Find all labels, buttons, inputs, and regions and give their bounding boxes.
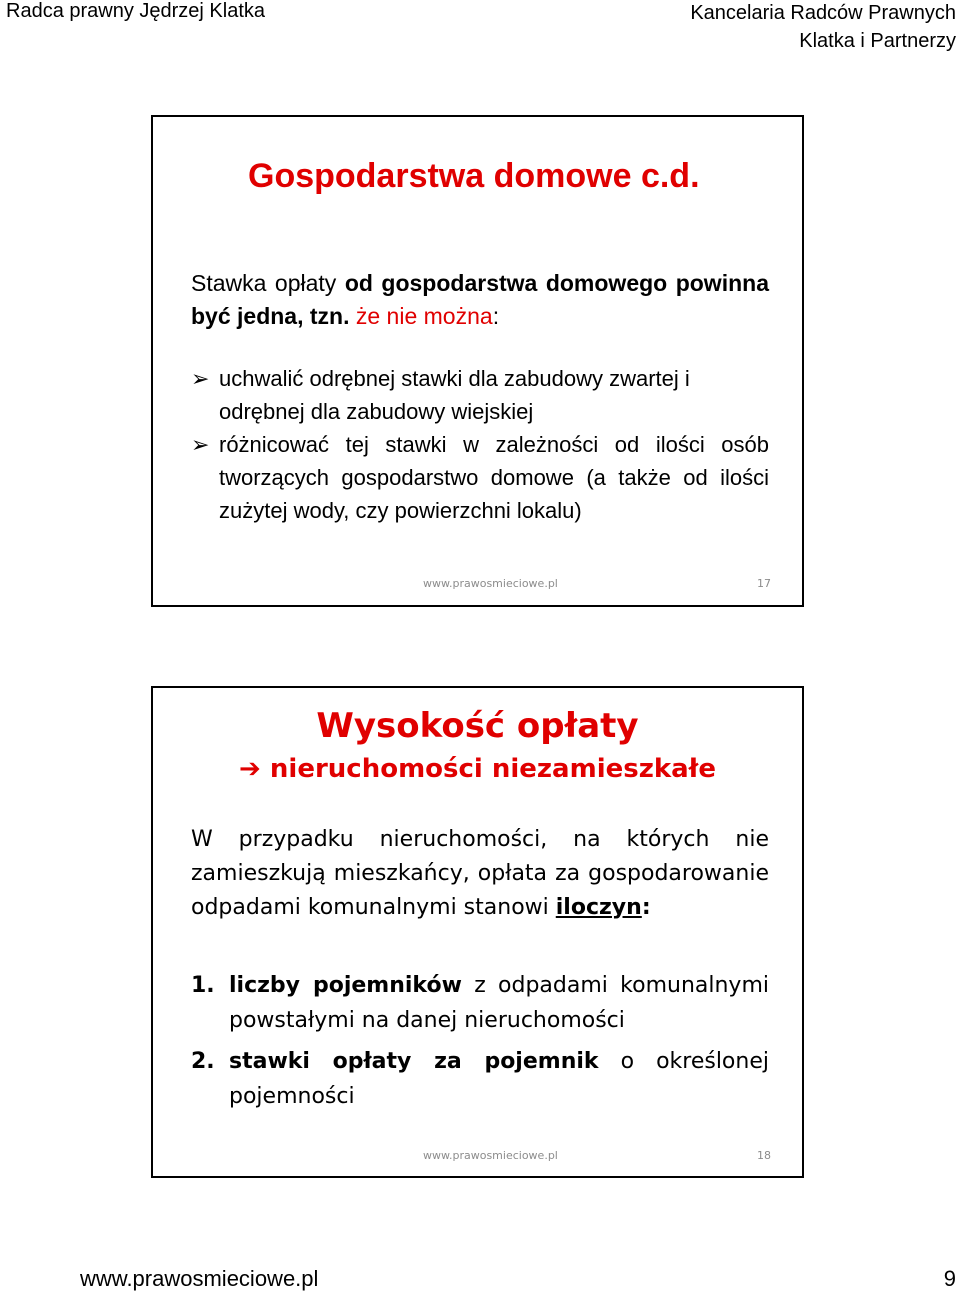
header-firm: [690, 0, 956, 55]
slide-footer-url: www.prawosmieciowe.pl: [423, 577, 558, 590]
intro-bold-text: od gospodarstwa domowego powinna być jedna, tzn.: [191, 270, 769, 329]
intro-underlined-text: iloczyn: [555, 895, 642, 920]
slide-title: Wysokość opłaty: [316, 706, 639, 746]
slide-number: 18: [757, 1149, 771, 1162]
right-arrow-icon: ➔: [239, 754, 261, 784]
bullet-item: [191, 428, 769, 527]
header-firm-line2: Klatka i Partnerzy: [799, 30, 956, 52]
subtitle-text: nieruchomości niezamieszkałe: [269, 754, 716, 784]
list-item-bold: liczby pojemników: [229, 973, 462, 998]
bullet-list: [191, 362, 769, 527]
list-item-bold: stawki opłaty za pojemnik: [229, 1049, 599, 1074]
slide-18: [151, 686, 804, 1178]
slide-subtitle: [153, 754, 802, 784]
header-author: Radca prawny Jędrzej Klatka: [6, 0, 266, 22]
list-item: [191, 1044, 769, 1114]
intro-colon: :: [492, 303, 500, 329]
slide-title: Gospodarstwa domowe c.d.: [248, 157, 700, 195]
header-firm-line1: Kancelaria Radców Prawnych: [690, 2, 956, 24]
arrowhead-bullet-icon: ➢: [191, 366, 210, 391]
arrowhead-bullet-icon: ➢: [191, 432, 210, 457]
intro-text: Stawka opłaty: [191, 270, 345, 296]
numbered-list: [191, 968, 769, 1120]
list-item-number: 1.: [191, 973, 215, 998]
slide-17: [151, 115, 804, 607]
list-item: [191, 968, 769, 1038]
slide-footer-url: www.prawosmieciowe.pl: [423, 1149, 558, 1162]
bullet-text: uchwalić odrębnej stawki dla zabudowy zwartej i odrębnej dla zabudowy wiejskiej: [219, 366, 690, 424]
slide-number: 17: [757, 577, 771, 590]
bullet-item: [191, 362, 769, 428]
intro-text: W przypadku nieruchomości, na których nie zamieszkują mieszkańcy, opłata za gospodarowanie odpadami komunalnymi stanowi: [191, 827, 769, 920]
intro-red-text: że nie można: [355, 303, 493, 329]
list-item-text: o określonej pojemności: [229, 1049, 769, 1109]
bullet-text: różnicować tej stawki w zależności od ilości osób tworzących gospodarstwo domowe (a także od ilości zużytej wody, czy powierzchni lokalu): [219, 432, 769, 523]
list-item-number: 2.: [191, 1049, 215, 1074]
page-footer-url: www.prawosmieciowe.pl: [80, 1266, 319, 1291]
page-number: 9: [943, 1266, 956, 1291]
list-item-text: z odpadami komunalnymi powstałymi na danej nieruchomości: [229, 973, 769, 1033]
slide-intro-paragraph: [191, 267, 769, 333]
intro-colon: :: [641, 895, 651, 920]
slide-intro-paragraph: [191, 823, 769, 925]
